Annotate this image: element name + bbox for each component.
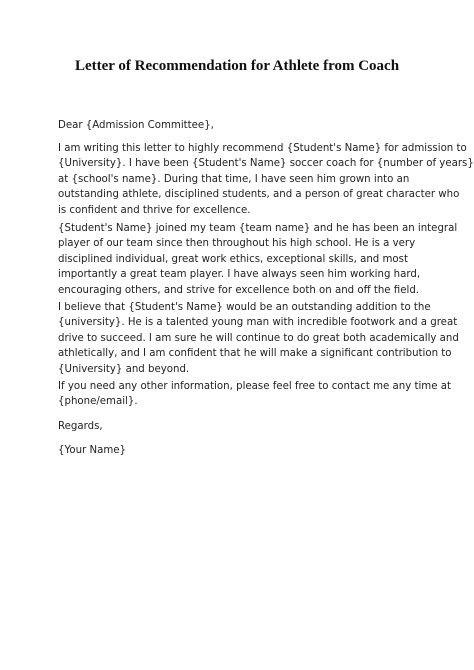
- paragraph-line: If you need any other information, please feel free to contact me any time at: [58, 381, 451, 392]
- paragraph-line: {university}. He is a talented young man with incredible footwork and a great: [58, 317, 458, 329]
- paragraph-line: {University} and beyond.: [58, 363, 190, 375]
- paragraph-line: at {school's name}. During that time, I have seen him grown into an: [58, 173, 410, 185]
- paragraph-2: [58, 221, 458, 298]
- paragraph-line: {phone/email}.: [58, 396, 138, 408]
- signature-line: {Your Name}: [58, 445, 127, 456]
- paragraph-line: disciplined individual, great work ethics, exceptional skills, and most: [58, 253, 408, 265]
- paragraph-line: I believe that {Student's Name} would be an outstanding addition to the: [58, 302, 431, 313]
- paragraph-line: {Student's Name} joined my team {team name} and he has been an integral: [58, 223, 458, 234]
- closing: [58, 419, 420, 434]
- paragraph-line: {University}. I have been {Student's Name} soccer coach for {number of years}: [58, 158, 474, 170]
- paragraph-line: importantly a great team player. I have always seen him working hard,: [58, 269, 421, 281]
- paragraph-line: drive to succeed. I am sure he will continue to do great both academically and: [58, 332, 459, 344]
- salutation: [58, 118, 420, 133]
- paragraph-line: encouraging others, and strive for excellence both on and off the field.: [58, 284, 420, 296]
- paragraph-3: [58, 300, 459, 377]
- paragraph-line: outstanding athlete, disciplined students, and a person of great character who: [58, 189, 460, 201]
- salutation-line: Dear {Admission Committee},: [58, 120, 214, 131]
- paragraph-1: [58, 141, 474, 218]
- paragraph-line: player of our team since then throughout his high school. He is a very: [58, 238, 416, 250]
- paragraph-line: is confident and thrive for excellence.: [58, 204, 251, 216]
- closing-line: Regards,: [58, 421, 103, 432]
- paragraph-line: I am writing this letter to highly recommend {Student's Name} for admission to: [58, 143, 467, 154]
- paragraph-4: [58, 379, 451, 410]
- paragraph-line: athletically, and I am confident that he will make a significant contribution to: [58, 348, 452, 360]
- signature: [58, 443, 420, 458]
- letter-title: Letter of Recommendation for Athlete from Coach: [74, 58, 400, 74]
